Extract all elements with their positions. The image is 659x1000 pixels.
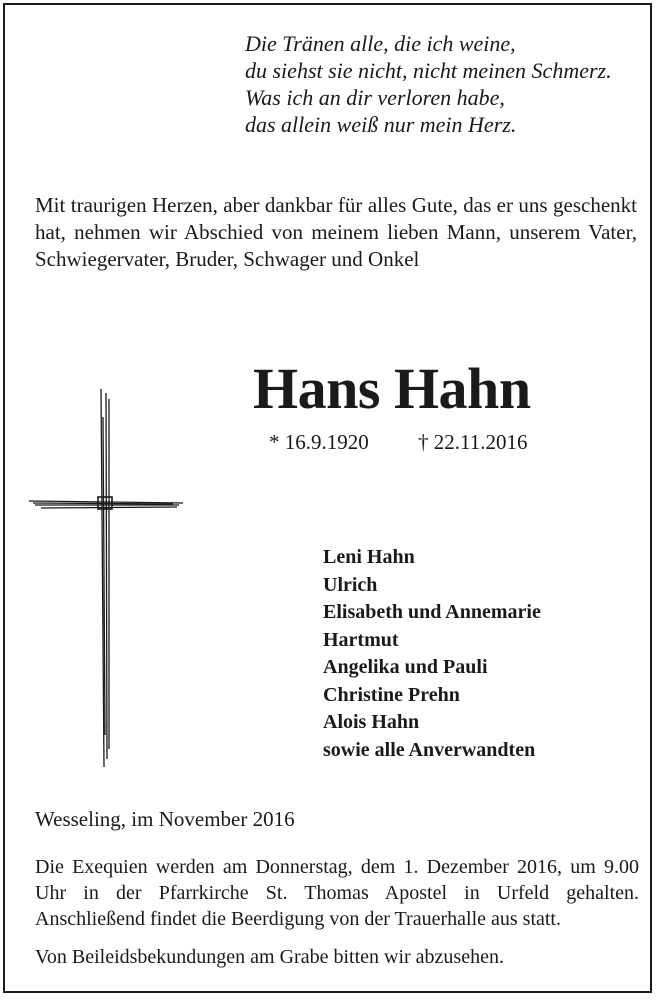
deceased-name: Hans Hahn bbox=[253, 356, 531, 421]
mourner-name: Ulrich bbox=[323, 573, 378, 596]
mourner-name: Christine Prehn bbox=[323, 683, 460, 706]
place-date: Wesseling, im November 2016 bbox=[35, 807, 295, 831]
mourner-name: Leni Hahn bbox=[323, 546, 415, 568]
mourner-name: Hartmut bbox=[323, 628, 399, 651]
life-dates bbox=[269, 430, 527, 455]
mourner-name: Elisabeth und Annemarie bbox=[323, 601, 541, 623]
poem-line: du siehst sie nicht, nicht meinen Schmerz. bbox=[245, 58, 612, 83]
death-date: † 22.11.2016 bbox=[418, 430, 528, 454]
mourner-name: sowie alle Anverwandten bbox=[323, 738, 536, 761]
poem-line: das allein weiß nur mein Herz. bbox=[245, 112, 517, 137]
birth-date: * 16.9.1920 bbox=[269, 430, 369, 454]
poem-line: Die Tränen alle, die ich weine, bbox=[245, 31, 516, 56]
obituary-card bbox=[3, 3, 652, 993]
condolence-note: Von Beileidsbekundungen am Grabe bitten wir abzusehen. bbox=[35, 946, 504, 968]
funeral-details: Die Exequien werden am Donnerstag, dem 1. Dezember 2016, um 9.00 Uhr in der Pfarrkirche St. Thomas Apostel in Urfeld gehalten. Anschließend findet die Beerdigung von der Trauerhalle aus statt. bbox=[35, 856, 639, 930]
poem bbox=[245, 30, 612, 138]
mourners-list bbox=[323, 544, 541, 764]
mourner-name: Alois Hahn bbox=[323, 711, 420, 733]
mourner-name: Angelika und Pauli bbox=[323, 656, 488, 678]
intro-text: Mit traurigen Herzen, aber dankbar für alles Gute, das er uns geschenkt hat, nehmen wir Abschied von meinem lieben Mann, unserem Vater, Schwiegervater, Bruder, Schwager und Onkel bbox=[35, 193, 637, 271]
cross-icon bbox=[27, 387, 187, 769]
poem-line: Was ich an dir verloren habe, bbox=[245, 85, 505, 110]
